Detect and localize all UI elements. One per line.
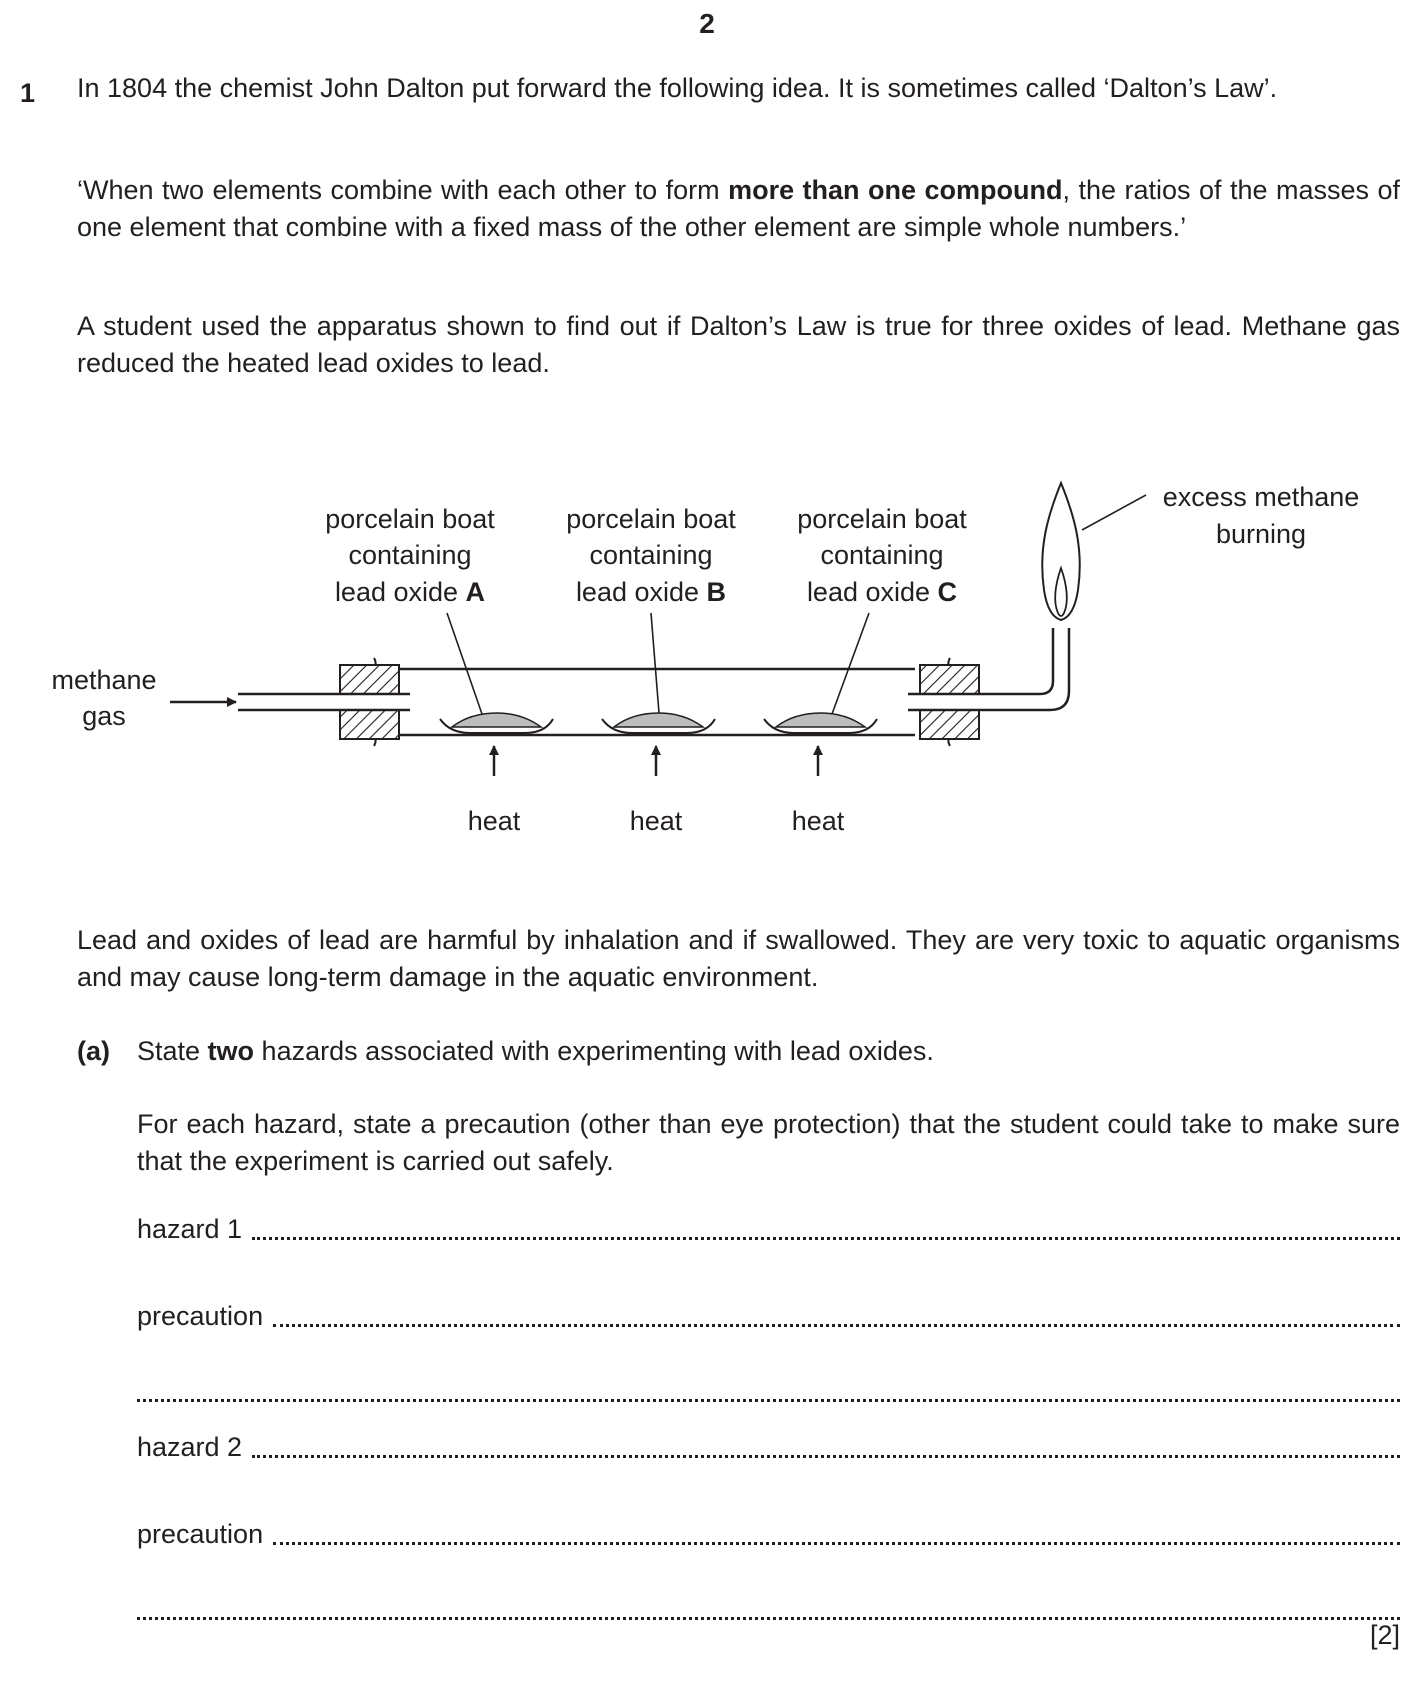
answer-line-precaution-1-continued[interactable] <box>137 1370 1400 1410</box>
apparatus-intro: A student used the apparatus shown to find out if Dalton’s Law is true for three oxides of lead. Methane gas reduced the heated lead oxides to lead. <box>77 311 1400 378</box>
quote-bold-text: more than one compound <box>728 175 1063 205</box>
answer-line-label: hazard 2 <box>137 1432 243 1462</box>
dotted-answer-line <box>273 1322 1400 1327</box>
page-number: 2 <box>699 8 715 39</box>
answer-line-hazard-1[interactable] <box>137 1208 1400 1248</box>
quote-text-end: , the ratios of the masses of one element that combine with a fixed mass of the other element are simple whole numbers.’ <box>77 175 1400 242</box>
answer-line-label: hazard 1 <box>137 1214 243 1244</box>
right-stopper-top <box>920 665 979 694</box>
boat-c-label-line1: porcelain boat <box>797 504 967 534</box>
dotted-answer-line <box>252 1235 1400 1240</box>
dotted-answer-line <box>137 1615 1400 1620</box>
question-number: 1 <box>20 78 36 108</box>
dalton-law-quote <box>77 172 1400 246</box>
boat-a-label-line2: containing <box>348 540 472 570</box>
answer-line-hazard-2[interactable] <box>137 1426 1400 1466</box>
dotted-answer-line <box>252 1453 1400 1458</box>
marks-available: [2] <box>1369 1620 1400 1650</box>
part-a-text-end: hazards associated with experimenting with lead oxides. <box>254 1036 934 1066</box>
boat-a-label-line1: porcelain boat <box>325 504 495 534</box>
heat-label-c: heat <box>791 806 845 836</box>
answer-line-label: precaution <box>137 1301 264 1331</box>
part-a-text-start: State <box>137 1036 208 1066</box>
boat-c <box>764 713 877 733</box>
boat-a-label-line3: lead oxide A <box>334 577 486 607</box>
part-a-instruction: For each hazard, state a precaution (other than eye protection) that the student could take to make sure that the experiment is carried out safely. <box>137 1109 1400 1176</box>
boat-c-label-line3: lead oxide C <box>806 577 958 607</box>
heat-label-b: heat <box>629 806 683 836</box>
left-stopper-bottom <box>340 710 399 739</box>
part-a-question <box>137 1033 1400 1070</box>
flame-outer <box>1042 483 1080 620</box>
part-a-label: (a) <box>77 1036 110 1066</box>
answer-line-label: precaution <box>137 1519 264 1549</box>
flame-label-line <box>1082 495 1146 530</box>
boat-a-leader-line <box>447 613 482 714</box>
flame-label-line1: excess methane <box>1162 482 1360 512</box>
boat-b-leader-line <box>651 613 659 713</box>
right-stopper-bottom <box>920 710 979 739</box>
flame-label-line2: burning <box>1215 519 1307 549</box>
left-stopper-top <box>340 665 399 694</box>
question-intro: In 1804 the chemist John Dalton put forward the following idea. It is sometimes called ‘Dalton’s Law’. <box>77 73 1278 103</box>
quote-text-start: ‘When two elements combine with each other to form <box>77 175 729 205</box>
boat-b <box>602 713 715 733</box>
heat-label-a: heat <box>467 806 521 836</box>
flame-inner <box>1055 568 1067 616</box>
dotted-answer-line <box>273 1540 1400 1545</box>
boat-a <box>440 713 553 733</box>
answer-line-precaution-1[interactable] <box>137 1295 1400 1335</box>
boat-c-label-line2: containing <box>820 540 944 570</box>
boat-b-label-line1: porcelain boat <box>566 504 736 534</box>
dotted-answer-line <box>137 1397 1400 1402</box>
methane-label-line2: gas <box>82 701 126 731</box>
apparatus-diagram <box>0 430 1414 850</box>
boat-c-leader-line <box>832 613 869 714</box>
part-a-bold-text: two <box>207 1036 255 1066</box>
boat-b-label-line2: containing <box>589 540 713 570</box>
methane-label-line1: methane <box>51 665 157 695</box>
answer-line-precaution-2[interactable] <box>137 1513 1400 1553</box>
answer-line-precaution-2-continued[interactable] <box>137 1588 1400 1628</box>
boat-b-label-line3: lead oxide B <box>575 577 727 607</box>
hazard-information: Lead and oxides of lead are harmful by inhalation and if swallowed. They are very toxic to aquatic organisms and may cause long-term damage in the aquatic environment. <box>77 925 1400 992</box>
